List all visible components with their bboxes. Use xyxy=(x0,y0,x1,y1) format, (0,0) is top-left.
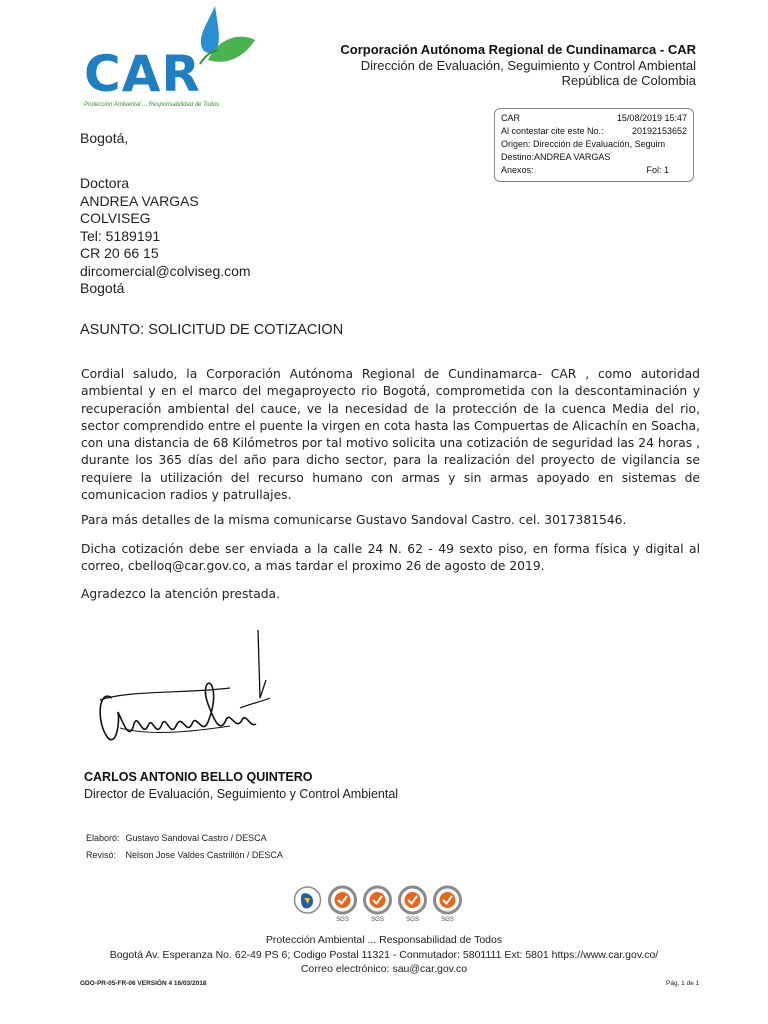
signer-name: CARLOS ANTONIO BELLO QUINTERO xyxy=(84,770,313,784)
sgs-badge-label: SGS xyxy=(371,917,384,923)
body-paragraph: Cordial saludo, la Corporación Autónoma Regional de Cundinamarca- CAR , como autoridad ambiental y en el marco del megaproyecto rio Bogotá, comprometida con la descontaminación y recuperación ambiental del cauce, ve la necesidad de la protección de la cuenca Media del rio, sector comprendido entre el puente la virgen en cota hasta las Compuertas de Alicachín en Soacha, con una distancia de 68 Kilómetros por tal motivo solicita una cotización de seguridad las 24 horas , durante los 365 días del año para dicho sector, para la realización del proyecto de vigilancia se requiere la utilización del recurso humano con armas y sin armas apoyado en sistemas de comunicacion radios y patrullajes. xyxy=(81,367,700,503)
recipient-phone: Tel: 5189191 xyxy=(80,227,161,244)
stamp-folios: Fol: 1 xyxy=(646,165,669,175)
footer-email: Correo electrónico: sau@car.gov.co xyxy=(300,963,468,975)
header-entity: Corporación Autónoma Regional de Cundinamarca - CAR xyxy=(340,42,696,57)
handwritten-signature xyxy=(90,628,280,758)
page-number: Pág. 1 de 1 xyxy=(666,980,700,987)
stamp-entity: CAR xyxy=(501,113,521,123)
reviewed-by-value: Nelson Jose Valdes Castrillón / DESCA xyxy=(125,850,283,860)
prepared-by-label: Elaboró: xyxy=(86,833,120,843)
body-paragraph: Dicha cotización debe ser enviada a la calle 24 N. 62 - 49 sexto piso, en forma física y digital al correo, cbelloq@car.gov.co, a mas tardar el proximo 26 de agosto de 2019. xyxy=(81,542,700,574)
stamp-cite-number: 20192153652 xyxy=(631,126,687,136)
stamp-datetime: 15/08/2019 15:47 xyxy=(616,113,687,123)
filing-stamp xyxy=(494,108,694,182)
recipient-email: dircomercial@colviseg.com xyxy=(80,262,251,279)
sgs-badge-label: SGS xyxy=(406,917,419,923)
letter-city: Bogotá, xyxy=(80,130,129,146)
stamp-origin: Origen: Dirección de Evaluación, Seguim xyxy=(501,139,666,149)
water-drop-icon xyxy=(201,6,219,53)
sgs-certification-icon xyxy=(397,884,428,924)
recipient-city: Bogotá xyxy=(80,280,125,296)
logo-text: CAR xyxy=(84,45,201,103)
recipient-company: COLVISEG xyxy=(80,210,151,226)
sgs-certification-icon xyxy=(327,884,358,924)
footer-address: Bogotá Av. Esperanza No. 62-49 PS 6; Codigo Postal 11321 - Conmutador: 5801111 Ext: 5801 https://www.car.gov.co/ xyxy=(109,949,659,961)
reviewed-by-label: Revisó: xyxy=(86,850,117,860)
recipient-title: Doctora xyxy=(80,175,130,191)
document-code: GDO-PR-05-FR-06 VERSIÓN 4 16/03/2018 xyxy=(80,980,207,987)
sgs-certification-icon xyxy=(362,884,393,924)
body-paragraph: Para más detalles de la misma comunicarse Gustavo Sandoval Castro. cel. 3017381546. xyxy=(81,513,627,527)
recipient-name: ANDREA VARGAS xyxy=(80,192,199,209)
reviewed-by xyxy=(86,850,283,860)
letter-subject: ASUNTO: SOLICITUD DE COTIZACION xyxy=(80,322,344,338)
stamp-destination: Destino:ANDREA VARGAS xyxy=(501,152,611,162)
logo-tagline: Protección Ambiental ... Responsabilidad de Todos xyxy=(84,102,220,108)
prepared-by xyxy=(86,833,267,843)
sgs-certification-icon xyxy=(432,884,463,924)
sgs-badge-label: SGS xyxy=(441,917,454,923)
stamp-cite-label: Al contestar cite este No.: xyxy=(501,126,604,136)
signer-title: Director de Evaluación, Seguimiento y Control Ambiental xyxy=(84,787,399,801)
sgs-badge-label: SGS xyxy=(336,917,349,923)
body-paragraph: Agradezco la atención prestada. xyxy=(81,587,280,601)
recipient-block xyxy=(80,175,251,298)
recipient-address: CR 20 66 15 xyxy=(80,245,159,261)
header-directorate: Dirección de Evaluación, Seguimiento y Control Ambiental xyxy=(360,58,696,73)
certification-badges xyxy=(292,884,463,924)
header-country: República de Colombia xyxy=(561,73,696,88)
colombia-seal-icon xyxy=(292,884,323,924)
prepared-by-value: Gustavo Sandoval Castro / DESCA xyxy=(125,833,267,843)
stamp-annexes: Anexos: xyxy=(501,165,534,175)
footer-tagline: Protección Ambiental ... Responsabilidad de Todos xyxy=(265,934,503,946)
